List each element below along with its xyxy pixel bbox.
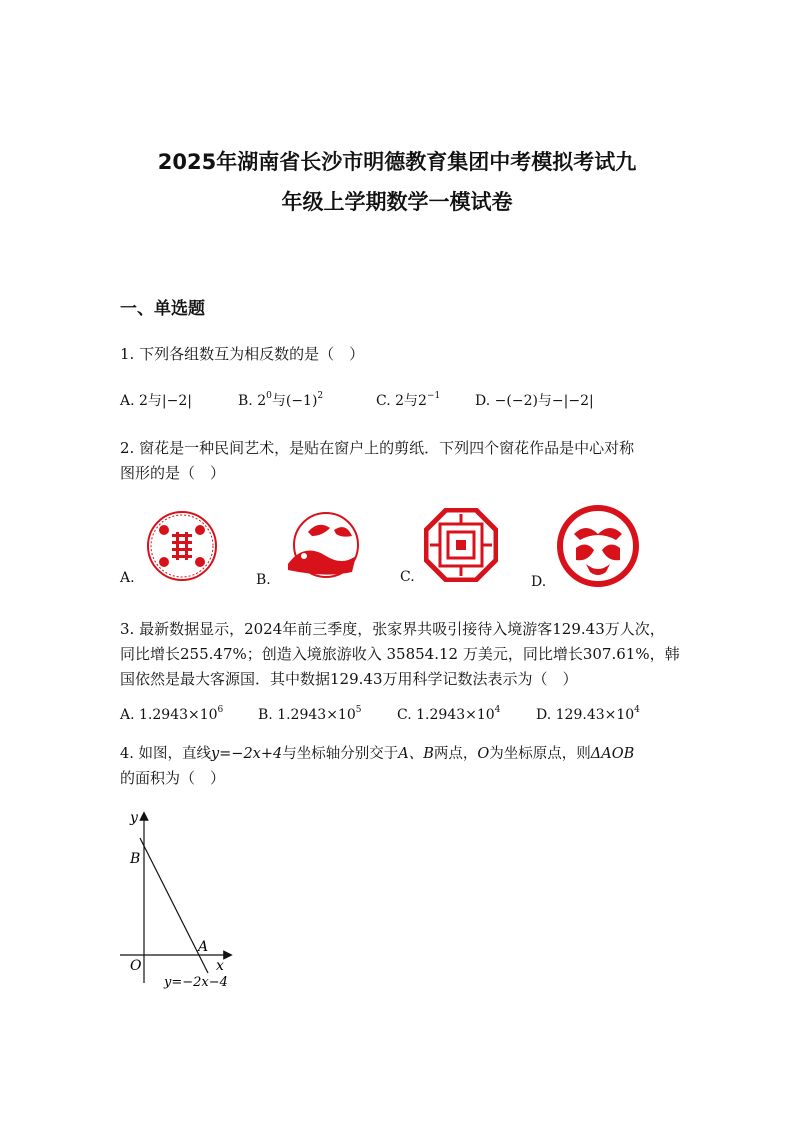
q1-d-label: D.: [475, 393, 491, 409]
q4-points: A、B: [398, 746, 434, 762]
q3-b-exp: 5: [355, 705, 362, 715]
q3-d-text: 129.43×10: [555, 707, 635, 723]
q3-a-label: A.: [120, 707, 135, 723]
q1-b-exp1: 0: [266, 391, 272, 401]
q1-a-label: A.: [120, 393, 135, 409]
q1-option-d: [475, 390, 594, 410]
q1-b-label: B.: [238, 393, 253, 409]
q3-b-text: 1.2943×10: [277, 707, 356, 723]
q2-line2: 图形的是（ ）: [120, 464, 226, 482]
q3-c-text: 1.2943×10: [416, 707, 495, 723]
q2-label-a: A.: [120, 570, 135, 586]
point-b-label: B: [130, 851, 141, 867]
q1-c-label: C.: [376, 393, 391, 409]
q1-c-base: 2与2: [395, 393, 427, 409]
q4-line1: [120, 742, 634, 763]
q4-graph: [118, 808, 248, 993]
q3-a-text: 1.2943×10: [139, 707, 218, 723]
papercut-b-image: [282, 512, 364, 582]
q3-line2: 同比增长255.47%；创造入境旅游收入 35854.12 万美元，同比增长307.61%，韩: [120, 645, 680, 663]
doc-title-line2: 年级上学期数学一模试卷: [281, 190, 513, 214]
q3-option-b: [258, 705, 361, 723]
q3-d-exp: 4: [634, 705, 640, 715]
q3-line3: 国依然是最大客源国．其中数据129.43万用科学记数法表示为（ ）: [120, 670, 578, 688]
q1-b-mid: 与(−1): [271, 393, 318, 409]
section-heading: 一、单选题: [120, 299, 205, 319]
q1-option-a: [120, 390, 192, 410]
q1-option-b: [238, 390, 323, 410]
q2-label-b: B.: [256, 572, 271, 588]
q3-d-label: D.: [536, 707, 552, 723]
q1-a-text: 2与|−2|: [139, 393, 192, 409]
q1-d-text: −(−2)与−|−2|: [494, 393, 594, 409]
q4-triangle: ΔAOB: [590, 746, 635, 762]
q1-b-base: 2: [257, 393, 267, 409]
q1-b-exp2: 2: [317, 391, 324, 401]
q3-line1: 3. 最新数据显示，2024年前三季度，张家界共吸引接待入境游客129.43万人次，: [120, 620, 665, 638]
q1-c-exp: −1: [426, 391, 441, 401]
doc-title-line1: 2025年湖南省长沙市明德教育集团中考模拟考试九: [157, 150, 637, 174]
y-axis-label: y: [130, 810, 138, 826]
q4-text-b: 与坐标轴分别交于: [282, 746, 399, 762]
q2-line1: 2. 窗花是一种民间艺术，是贴在窗户上的剪纸．下列四个窗花作品是中心对称: [120, 439, 635, 457]
point-a-label: A: [198, 939, 209, 955]
q3-option-d: [536, 705, 640, 723]
q3-option-c: [397, 705, 500, 723]
q1-stem: 1. 下列各组数互为相反数的是（ ）: [120, 345, 365, 363]
q4-text-d: 为坐标原点，则: [489, 746, 591, 762]
q4-text-c: 两点，: [433, 746, 478, 762]
equation-label: y=−2x−4: [164, 975, 228, 990]
q2-label-c: C.: [400, 569, 415, 585]
q3-b-label: B.: [258, 707, 273, 723]
q3-a-exp: 6: [217, 705, 224, 715]
x-axis-label: x: [216, 958, 224, 974]
q3-c-label: C.: [397, 707, 412, 723]
papercut-a-image: [146, 510, 218, 582]
origin-label: O: [130, 958, 142, 974]
q4-equation: y=−2x+4: [210, 746, 283, 762]
papercut-c-image: [424, 508, 498, 582]
q3-c-exp: 4: [494, 705, 501, 715]
q4-line2: 的面积为（ ）: [120, 769, 226, 787]
q2-label-d: D.: [531, 574, 547, 590]
q1-option-c: [376, 390, 440, 410]
q3-option-a: [120, 705, 223, 723]
q4-origin: O: [477, 746, 490, 762]
papercut-d-image: [556, 504, 640, 588]
q4-text-a: 4. 如图，直线: [120, 746, 211, 762]
